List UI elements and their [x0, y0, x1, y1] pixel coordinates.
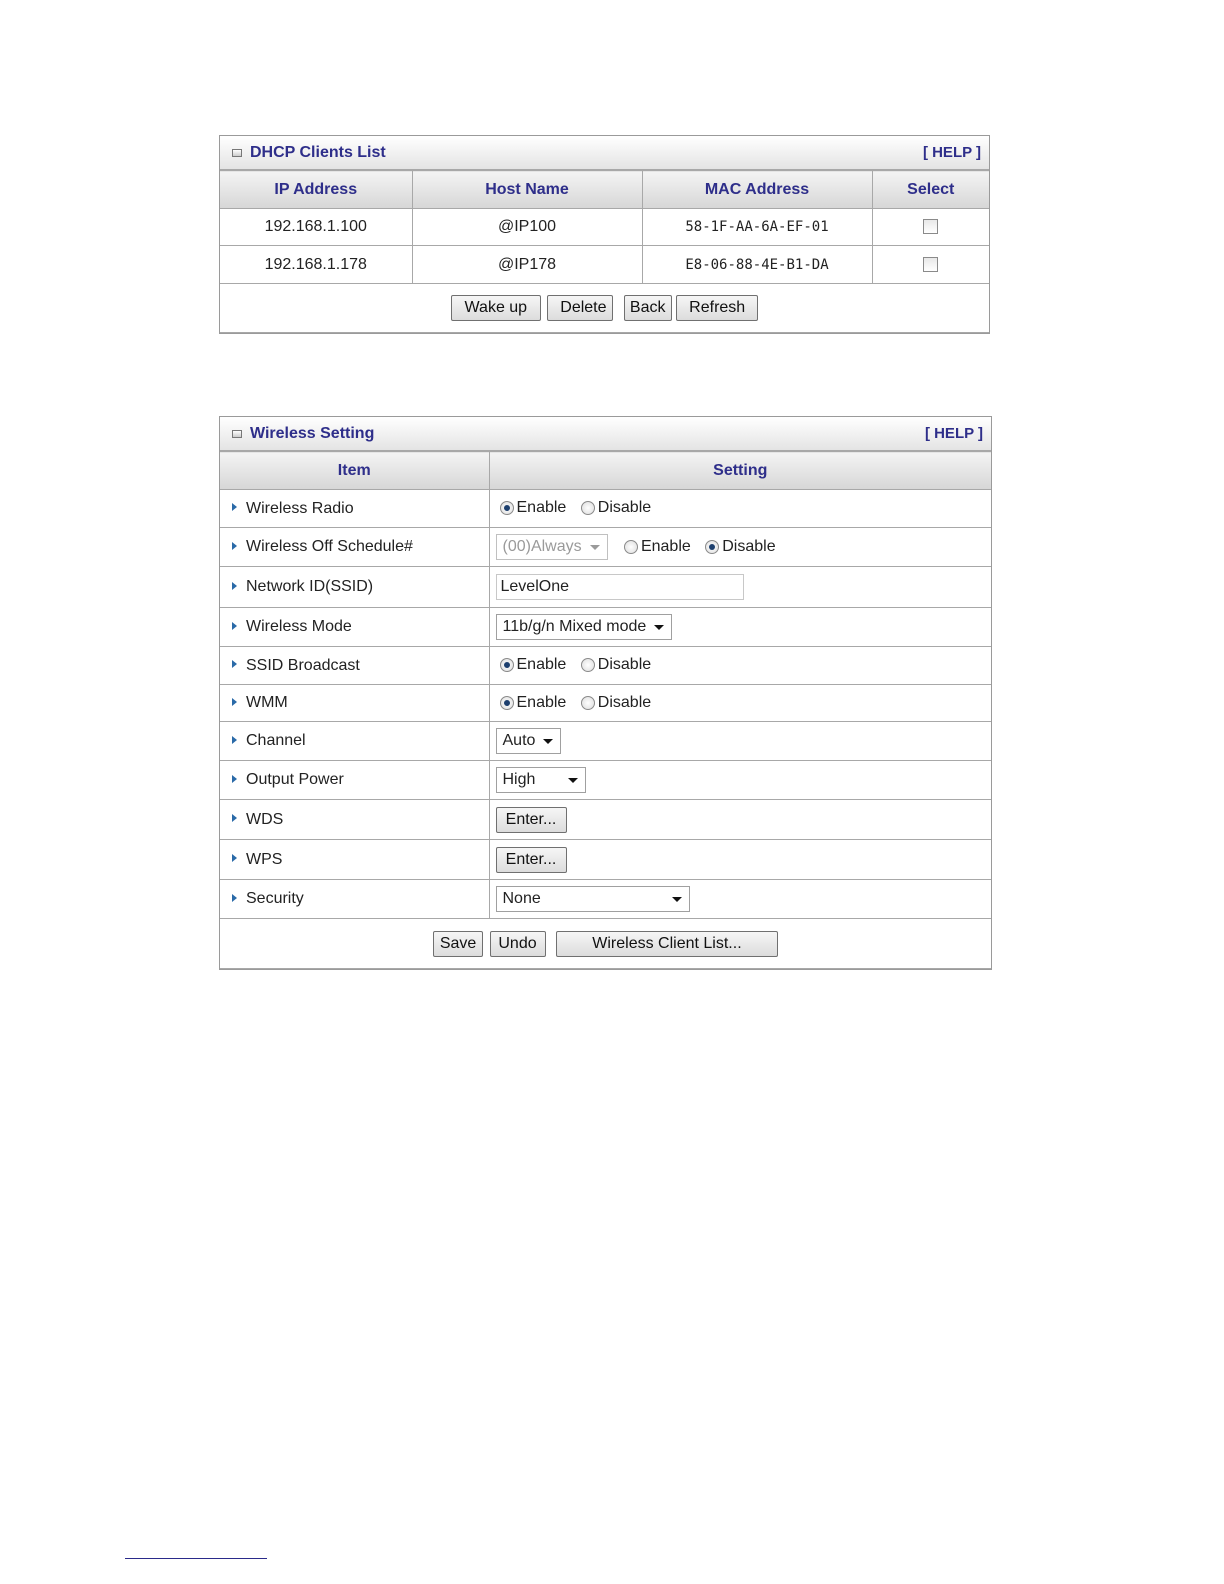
arrow-right-icon [232, 775, 237, 783]
wireless-setting-panel [219, 416, 992, 970]
setting-row-ssid-broadcast: SSID Broadcast Enable Disable [220, 647, 991, 685]
save-button[interactable]: Save [433, 931, 483, 957]
output-power-select[interactable]: High [496, 767, 586, 793]
refresh-button[interactable]: Refresh [676, 295, 758, 321]
table-header-row [220, 452, 991, 490]
wireless-mode-select[interactable]: 11b/g/n Mixed mode [496, 614, 672, 640]
arrow-right-icon [232, 542, 237, 550]
ip-address-cell: 192.168.1.178 [220, 246, 412, 284]
setting-row-wps [220, 840, 991, 880]
host-name-cell: @IP178 [412, 246, 642, 284]
setting-label: Security [246, 890, 304, 907]
setting-row-channel [220, 722, 991, 761]
wds-enter-button[interactable]: Enter... [496, 807, 567, 833]
setting-label: Wireless Off Schedule# [246, 538, 413, 555]
setting-row-wireless-mode [220, 608, 991, 647]
undo-button[interactable]: Undo [490, 931, 546, 957]
mac-address-cell: 58-1F-AA-6A-EF-01 [642, 209, 872, 246]
col-host-name: Host Name [412, 171, 642, 209]
wireless-setting-table [220, 451, 991, 969]
arrow-right-icon [232, 736, 237, 744]
security-select[interactable]: None [496, 886, 690, 912]
mac-address-cell: E8-06-88-4E-B1-DA [642, 246, 872, 284]
schedule-select: (00)Always [496, 534, 608, 560]
select-checkbox[interactable] [923, 219, 938, 234]
wps-enter-button[interactable]: Enter... [496, 847, 567, 873]
col-select: Select [872, 171, 989, 209]
wireless-client-list-button[interactable]: Wireless Client List... [556, 931, 778, 957]
radio-enable[interactable] [624, 540, 638, 554]
help-link[interactable]: [ HELP ] [922, 144, 981, 161]
radio-disable[interactable] [581, 501, 595, 515]
setting-label: WMM [246, 694, 288, 711]
dhcp-clients-table [220, 170, 989, 333]
panel-title: Wireless Setting [250, 424, 375, 442]
help-link[interactable]: [ HELP ] [924, 425, 983, 442]
channel-select[interactable]: Auto [496, 728, 561, 754]
radio-enable[interactable] [500, 696, 514, 710]
radio-enable[interactable] [500, 501, 514, 515]
chevron-down-icon [672, 897, 682, 902]
panel-square-icon [232, 430, 242, 438]
table-row [220, 246, 989, 284]
setting-row-wireless-off-schedule: Wireless Off Schedule# (00)Always Enable Disable [220, 528, 991, 567]
chevron-down-icon [590, 545, 600, 550]
setting-label: Network ID(SSID) [246, 578, 374, 595]
arrow-right-icon [232, 622, 237, 630]
setting-label: Output Power [246, 771, 344, 788]
radio-disable[interactable] [705, 540, 719, 554]
col-mac-address: MAC Address [642, 171, 872, 209]
setting-row-wmm: WMM Enable Disable [220, 685, 991, 722]
select-checkbox[interactable] [923, 257, 938, 272]
setting-label: SSID Broadcast [246, 656, 360, 674]
radio-disable[interactable] [581, 696, 595, 710]
setting-label: Wireless Mode [246, 618, 352, 635]
host-name-cell: @IP100 [412, 209, 642, 246]
col-item: Item [220, 452, 489, 490]
arrow-right-icon [232, 503, 237, 511]
setting-row-output-power [220, 761, 991, 800]
setting-label: WPS [246, 850, 283, 868]
radio-disable[interactable] [581, 658, 595, 672]
button-row [220, 284, 989, 333]
setting-label: Wireless Radio [246, 499, 354, 517]
dhcp-clients-panel [219, 135, 990, 334]
panel-header [220, 417, 991, 451]
delete-button[interactable]: Delete [547, 295, 613, 321]
footnote-separator [125, 1558, 267, 1559]
panel-square-icon [232, 149, 242, 157]
ssid-input[interactable]: LevelOne [496, 574, 744, 600]
setting-row-wds [220, 800, 991, 840]
arrow-right-icon [232, 854, 237, 862]
panel-title: DHCP Clients List [250, 143, 386, 161]
setting-row-security [220, 880, 991, 919]
setting-label: Channel [246, 732, 306, 749]
chevron-down-icon [654, 625, 664, 630]
table-header-row [220, 171, 989, 209]
arrow-right-icon [232, 582, 237, 590]
col-ip-address: IP Address [220, 171, 412, 209]
setting-row-wireless-radio: Wireless Radio Enable Disable [220, 490, 991, 528]
button-row [220, 919, 991, 969]
back-button[interactable]: Back [624, 295, 672, 321]
chevron-down-icon [568, 778, 578, 783]
ip-address-cell: 192.168.1.100 [220, 209, 412, 246]
radio-enable[interactable] [500, 658, 514, 672]
arrow-right-icon [232, 814, 237, 822]
panel-header [220, 136, 989, 170]
chevron-down-icon [543, 739, 553, 744]
setting-label: WDS [246, 810, 284, 828]
arrow-right-icon [232, 698, 237, 706]
wake-up-button[interactable]: Wake up [451, 295, 541, 321]
col-setting: Setting [489, 452, 991, 490]
arrow-right-icon [232, 894, 237, 902]
table-row [220, 209, 989, 246]
arrow-right-icon [232, 660, 237, 668]
setting-row-network-id [220, 567, 991, 608]
